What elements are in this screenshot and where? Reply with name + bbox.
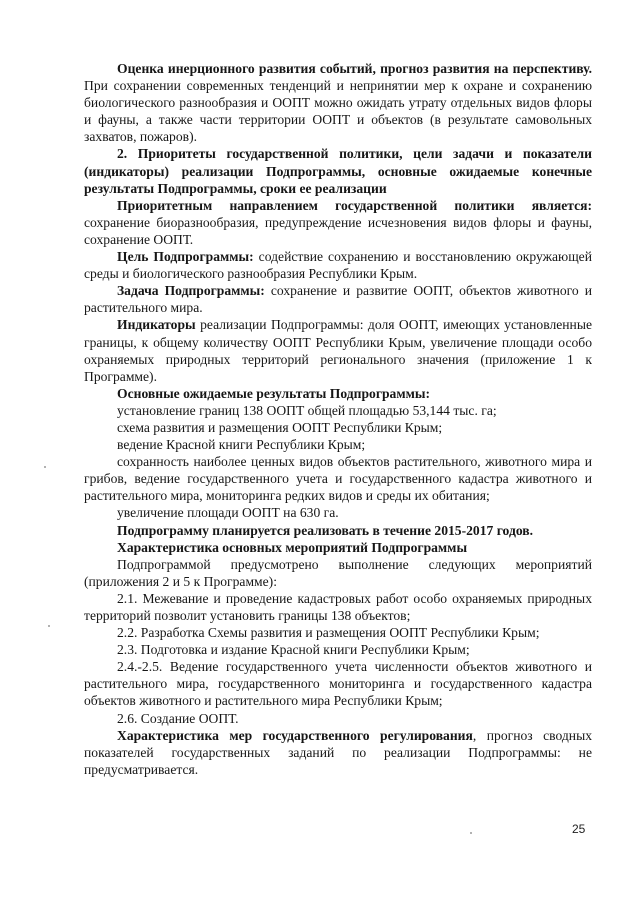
paragraph-heading: Подпрограмму планируется реализовать в течение 2015-2017 годов. bbox=[117, 522, 534, 538]
document-page bbox=[84, 60, 592, 778]
paragraph-goal bbox=[84, 248, 592, 282]
paragraph-text: реализации Подпрограммы: доля ООПТ, имеющих установленные границы, к общему количеству ООПТ Республики Крым, увеличение площади особо охраняемых природных территорий регионального значения (приложение 1 к Программе). bbox=[84, 317, 592, 384]
paragraph-expected-results-heading bbox=[84, 385, 592, 402]
paragraph-text: , прогноз сводных показателей государственных заданий по реализации Подпрограммы: не предусматривается. bbox=[84, 727, 593, 777]
page-number: 25 bbox=[572, 822, 586, 836]
section-heading-text: 2. Приоритеты государственной политики, цели задачи и показатели (индикаторы) реализации Подпрограммы, основные ожидаемые конечные результаты Подпрограммы, сроки ее реализации bbox=[84, 146, 592, 196]
paragraph-text: установление границ 138 ООПТ общей площадью 53,144 тыс. га; bbox=[117, 402, 497, 418]
result-item bbox=[84, 504, 592, 521]
paragraph-text: 2.2. Разработка Схемы развития и размещения ООПТ Республики Крым; bbox=[117, 625, 540, 641]
paragraph-text: Подпрограммой предусмотрено выполнение следующих мероприятий (приложения 2 и 5 к Программе): bbox=[84, 556, 592, 589]
scan-speck bbox=[44, 466, 46, 468]
paragraph-inertial-forecast bbox=[84, 60, 592, 145]
paragraph-heading: Цель Подпрограммы: bbox=[117, 249, 254, 265]
paragraph-text: 2.1. Межевание и проведение кадастровых работ особо охраняемых природных территорий позволит установить границы 138 объектов; bbox=[84, 590, 592, 623]
paragraph-text: сохранение биоразнообразия, предупреждение исчезновения видов флоры и фауны, сохранение ООПТ. bbox=[84, 214, 592, 247]
paragraph-text: схема развития и размещения ООПТ Республики Крым; bbox=[117, 419, 443, 435]
result-item bbox=[84, 453, 592, 504]
activity-item bbox=[84, 624, 592, 641]
result-item bbox=[84, 402, 592, 419]
activity-item bbox=[84, 710, 592, 727]
paragraph-activities-intro bbox=[84, 556, 592, 590]
paragraph-heading: Оценка инерционного развития событий, прогноз развития на перспективу. bbox=[117, 61, 592, 76]
scan-speck bbox=[470, 832, 472, 834]
paragraph-text: сохранность наиболее ценных видов объектов растительного, животного мира и грибов, ведение государственного учета и государственного кадастра животного и растительного мира, мониторинга редких видов и среды их обитания; bbox=[84, 454, 592, 504]
paragraph-heading: Основные ожидаемые результаты Подпрограммы: bbox=[117, 385, 431, 401]
paragraph-text: 2.3. Подготовка и издание Красной книги Республики Крым; bbox=[117, 642, 470, 658]
paragraph-regulation bbox=[84, 727, 592, 778]
paragraph-text: При сохранении современных тенденций и непринятии мер к охране и сохранению биологического разнообразия и ООПТ можно ожидать утрату отдельных видов флоры и фауны, а также части территории ООПТ и объектов (в результате самовольных захватов, пожаров). bbox=[84, 78, 592, 145]
paragraph-heading: Задача Подпрограммы: bbox=[117, 283, 265, 299]
activity-item bbox=[84, 641, 592, 658]
paragraph-heading: Индикаторы bbox=[117, 317, 196, 333]
paragraph-text: содействие сохранению и восстановлению окружающей среды и биологического разнообразия Республики Крым. bbox=[84, 249, 592, 282]
paragraph-implementation-period bbox=[84, 522, 592, 539]
paragraph-text: 2.4.-2.5. Ведение государственного учета численности объектов животного и растительного мира, государственного мониторинга и государственного кадастра объектов животного и растительного мира Республики Крым; bbox=[84, 659, 592, 709]
paragraph-text: сохранение и развитие ООПТ, объектов животного и растительного мира. bbox=[84, 283, 592, 316]
result-item bbox=[84, 436, 592, 453]
paragraph-text: 2.6. Создание ООПТ. bbox=[117, 710, 239, 726]
paragraph-heading: Характеристика основных мероприятий Подпрограммы bbox=[117, 539, 468, 555]
paragraph-text: ведение Красной книги Республики Крым; bbox=[117, 437, 366, 453]
paragraph-heading: Приоритетным направлением государственной политики является: bbox=[117, 197, 592, 213]
result-item bbox=[84, 419, 592, 436]
paragraph-heading: Характеристика мер государственного регулирования bbox=[117, 727, 473, 743]
paragraph-text: увеличение площади ООПТ на 630 га. bbox=[117, 505, 339, 521]
section-heading-priorities bbox=[84, 145, 592, 196]
paragraph-priority-direction bbox=[84, 197, 592, 248]
paragraph-task bbox=[84, 282, 592, 316]
activity-item bbox=[84, 658, 592, 709]
scan-speck bbox=[48, 625, 50, 627]
paragraph-activities-heading bbox=[84, 539, 592, 556]
activity-item bbox=[84, 590, 592, 624]
paragraph-indicators bbox=[84, 316, 592, 384]
